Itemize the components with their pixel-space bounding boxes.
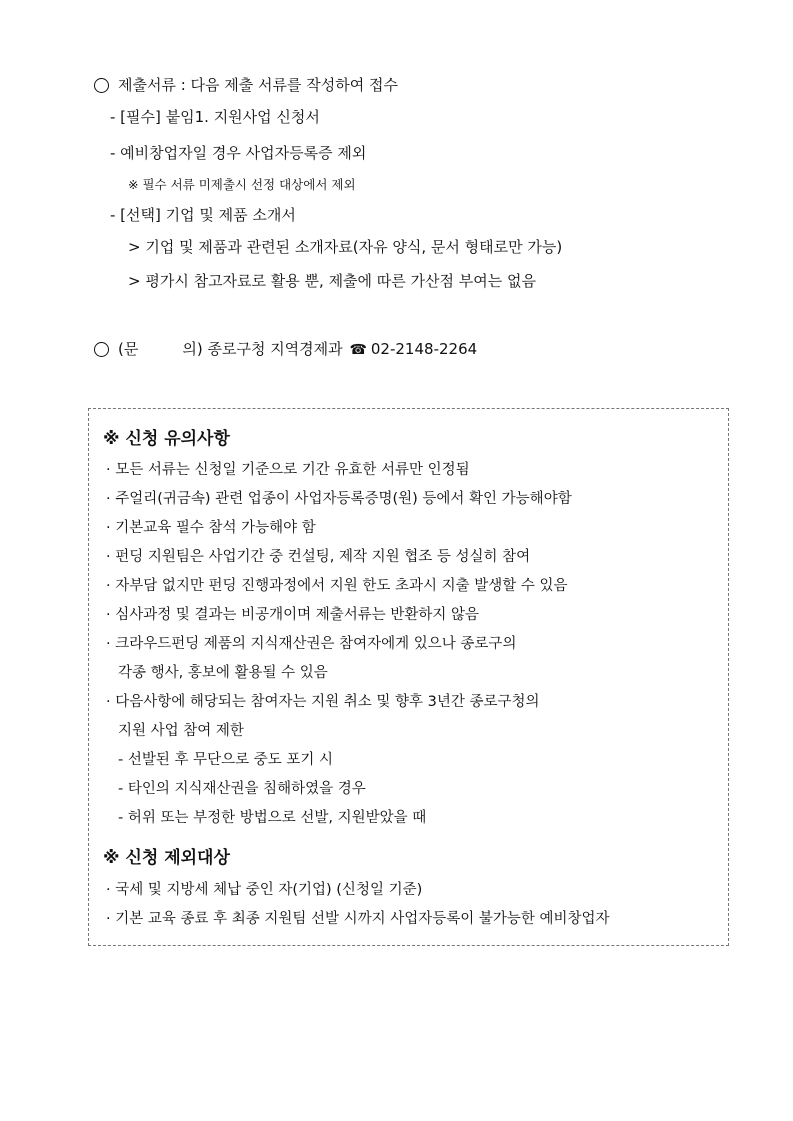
submission-subitem-reference: > 평가시 참고자료로 활용 뿐, 제출에 따른 가산점 부여는 없음 <box>128 272 537 290</box>
submission-note: ※ 필수 서류 미제출시 선정 대상에서 제외 <box>128 177 356 192</box>
notice-line: · 심사과정 및 결과는 비공개이며 제출서류는 반환하지 않음 <box>106 607 480 623</box>
circle-bullet-icon <box>94 78 109 93</box>
notice-line: · 펀딩 지원팀은 사업기간 중 컨설팅, 제작 지원 협조 등 성실히 참여 <box>106 549 531 565</box>
notice-line: 각종 행사, 홍보에 활용될 수 있음 <box>118 665 328 681</box>
phone-icon: ☎ <box>349 342 367 358</box>
notice-line: · 주얼리(귀금속) 관련 업종이 사업자등록증명(원) 등에서 확인 가능해야함 <box>106 491 572 507</box>
exclusion-title: ※ 신청 제외대상 <box>103 848 230 868</box>
circle-bullet-icon <box>94 342 109 357</box>
notice-title: ※ 신청 유의사항 <box>103 429 230 449</box>
notice-line: · 모든 서류는 신청일 기준으로 기간 유효한 서류만 인정됨 <box>106 462 470 478</box>
notice-line: 지원 사업 참여 제한 <box>118 723 244 739</box>
notice-line: · 다음사항에 해당되는 참여자는 지원 취소 및 향후 3년간 종로구청의 <box>106 694 540 710</box>
notice-subline: - 허위 또는 부정한 방법으로 선발, 지원받았을 때 <box>118 810 427 826</box>
exclusion-line: · 국세 및 지방세 체납 중인 자(기업) (신청일 기준) <box>106 882 423 898</box>
inquiry-phone: 02-2148-2264 <box>370 340 478 358</box>
notice-line: · 크라우드펀딩 제품의 지식재산권은 참여자에게 있으나 종로구의 <box>106 636 517 652</box>
inquiry-line <box>118 339 477 360</box>
notice-line: · 자부담 없지만 펀딩 진행과정에서 지원 한도 초과시 지출 발생할 수 있음 <box>106 578 568 594</box>
inquiry-label-open: (문 <box>118 340 139 358</box>
notice-subline: - 타인의 지식재산권을 침해하였을 경우 <box>118 781 366 797</box>
submission-subitem-materials: > 기업 및 제품과 관련된 소개자료(자유 양식, 문서 형태로만 가능) <box>128 238 563 256</box>
notice-line: · 기본교육 필수 참석 가능해야 함 <box>106 520 316 536</box>
notice-box <box>88 408 729 946</box>
submission-heading: 제출서류 : 다음 제출 서류를 작성하여 접수 <box>118 76 398 94</box>
notice-subline: - 선발된 후 무단으로 중도 포기 시 <box>118 752 333 768</box>
exclusion-line: · 기본 교육 종료 후 최종 지원팀 선발 시까지 사업자등록이 불가능한 예비창업자 <box>106 911 610 927</box>
submission-item-required-form: - [필수] 붙임1. 지원사업 신청서 <box>110 108 320 126</box>
submission-item-exclusion: - 예비창업자일 경우 사업자등록증 제외 <box>110 144 367 162</box>
submission-item-optional: - [선택] 기업 및 제품 소개서 <box>110 206 296 224</box>
inquiry-label-close: 의) <box>182 340 203 358</box>
inquiry-department: 종로구청 지역경제과 <box>207 340 343 358</box>
